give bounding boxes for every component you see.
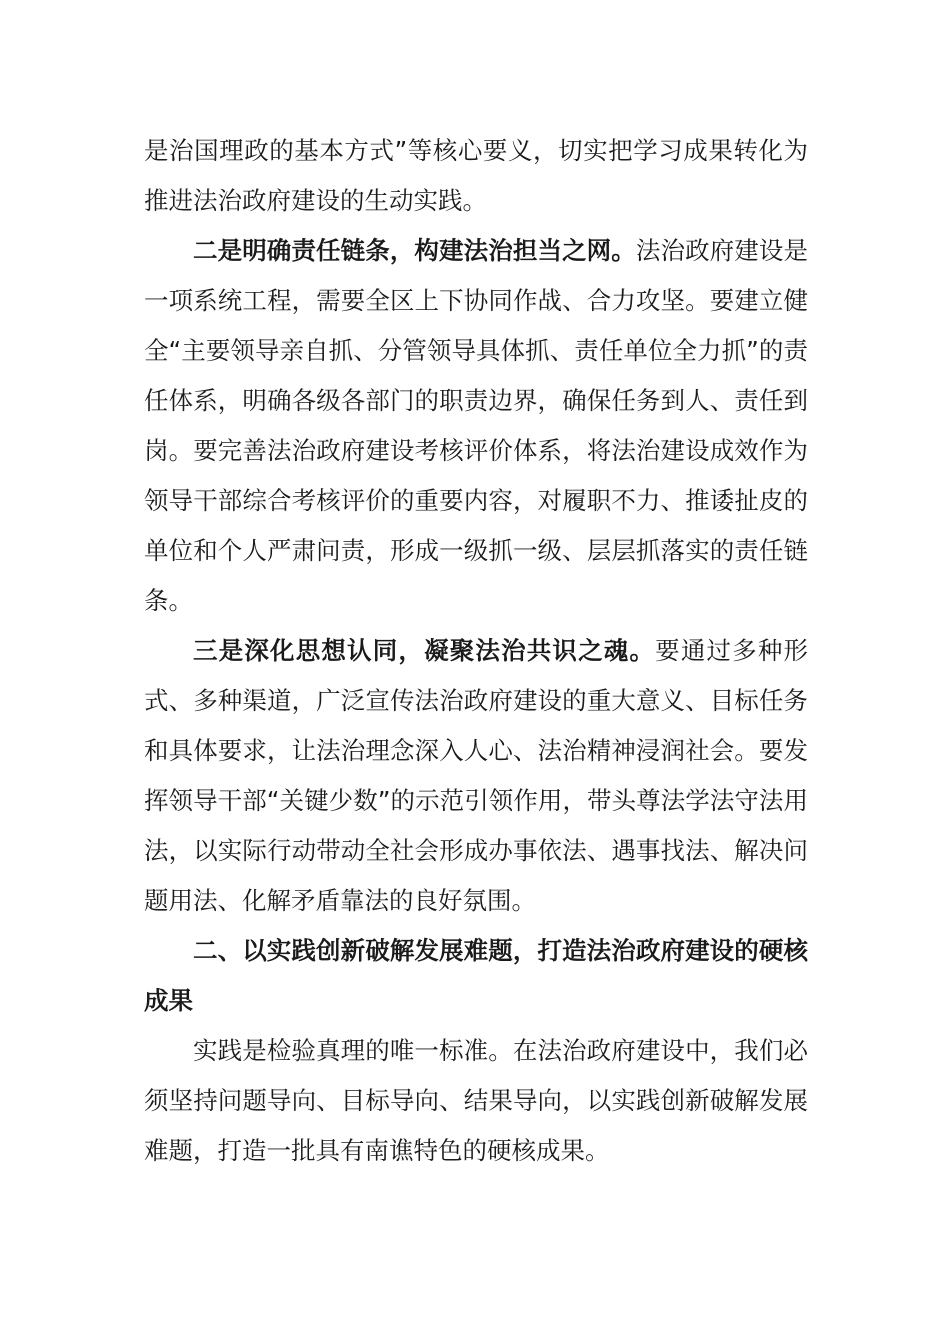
paragraph-responsibility-chain: [144, 226, 808, 626]
paragraph-practice-innovation: 实践是检验真理的唯一标准。在法治政府建设中，我们必须坚持问题导向、目标导向、结果导向，以实践创新破解发展难题，打造一批具有南谯特色的硬核成果。: [144, 1036, 808, 1165]
paragraph-ideological-consensus: [144, 626, 808, 926]
paragraph-text: 要通过多种形式、多种渠道，广泛宣传法治政府建设的重大意义、目标任务和具体要求，让法治理念深入人心、法治精神浸润社会。要发挥领导干部“关键少数”的示范引领作用，带头尊法学法守法用法，以实际行动带动全社会形成办事依法、遇事找法、解决问题用法、化解矛盾靠法的良好氛围。: [144, 636, 809, 915]
paragraph-text: 是治国理政的基本方式”等核心要义，切实把学习成果转化为推进法治政府建设的生动实践。: [144, 136, 808, 215]
paragraph-lead: 二是明确责任链条，构建法治担当之网。: [193, 236, 636, 265]
document-page: [144, 126, 808, 1176]
paragraph-lead: 三是深化思想认同，凝聚法治共识之魂。: [193, 636, 656, 665]
paragraph-text: 法治政府建设是一项系统工程，需要全区上下协同作战、合力攻坚。要建立健全“主要领导亲自抓、分管领导具体抓、责任单位全力抓”的责任体系，明确各级各部门的职责边界，确保任务到人、责任到岗。要完善法治政府建设考核评价体系，将法治建设成效作为领导干部综合考核评价的重要内容，对履职不力、推诿扯皮的单位和个人严肃问责，形成一级抓一级、层层抓落实的责任链条。: [144, 236, 808, 615]
paragraph-continuation: [144, 126, 808, 226]
section-heading: 二、以实践创新破解发展难题，打造法治政府建设的硬核成果: [144, 936, 808, 1015]
